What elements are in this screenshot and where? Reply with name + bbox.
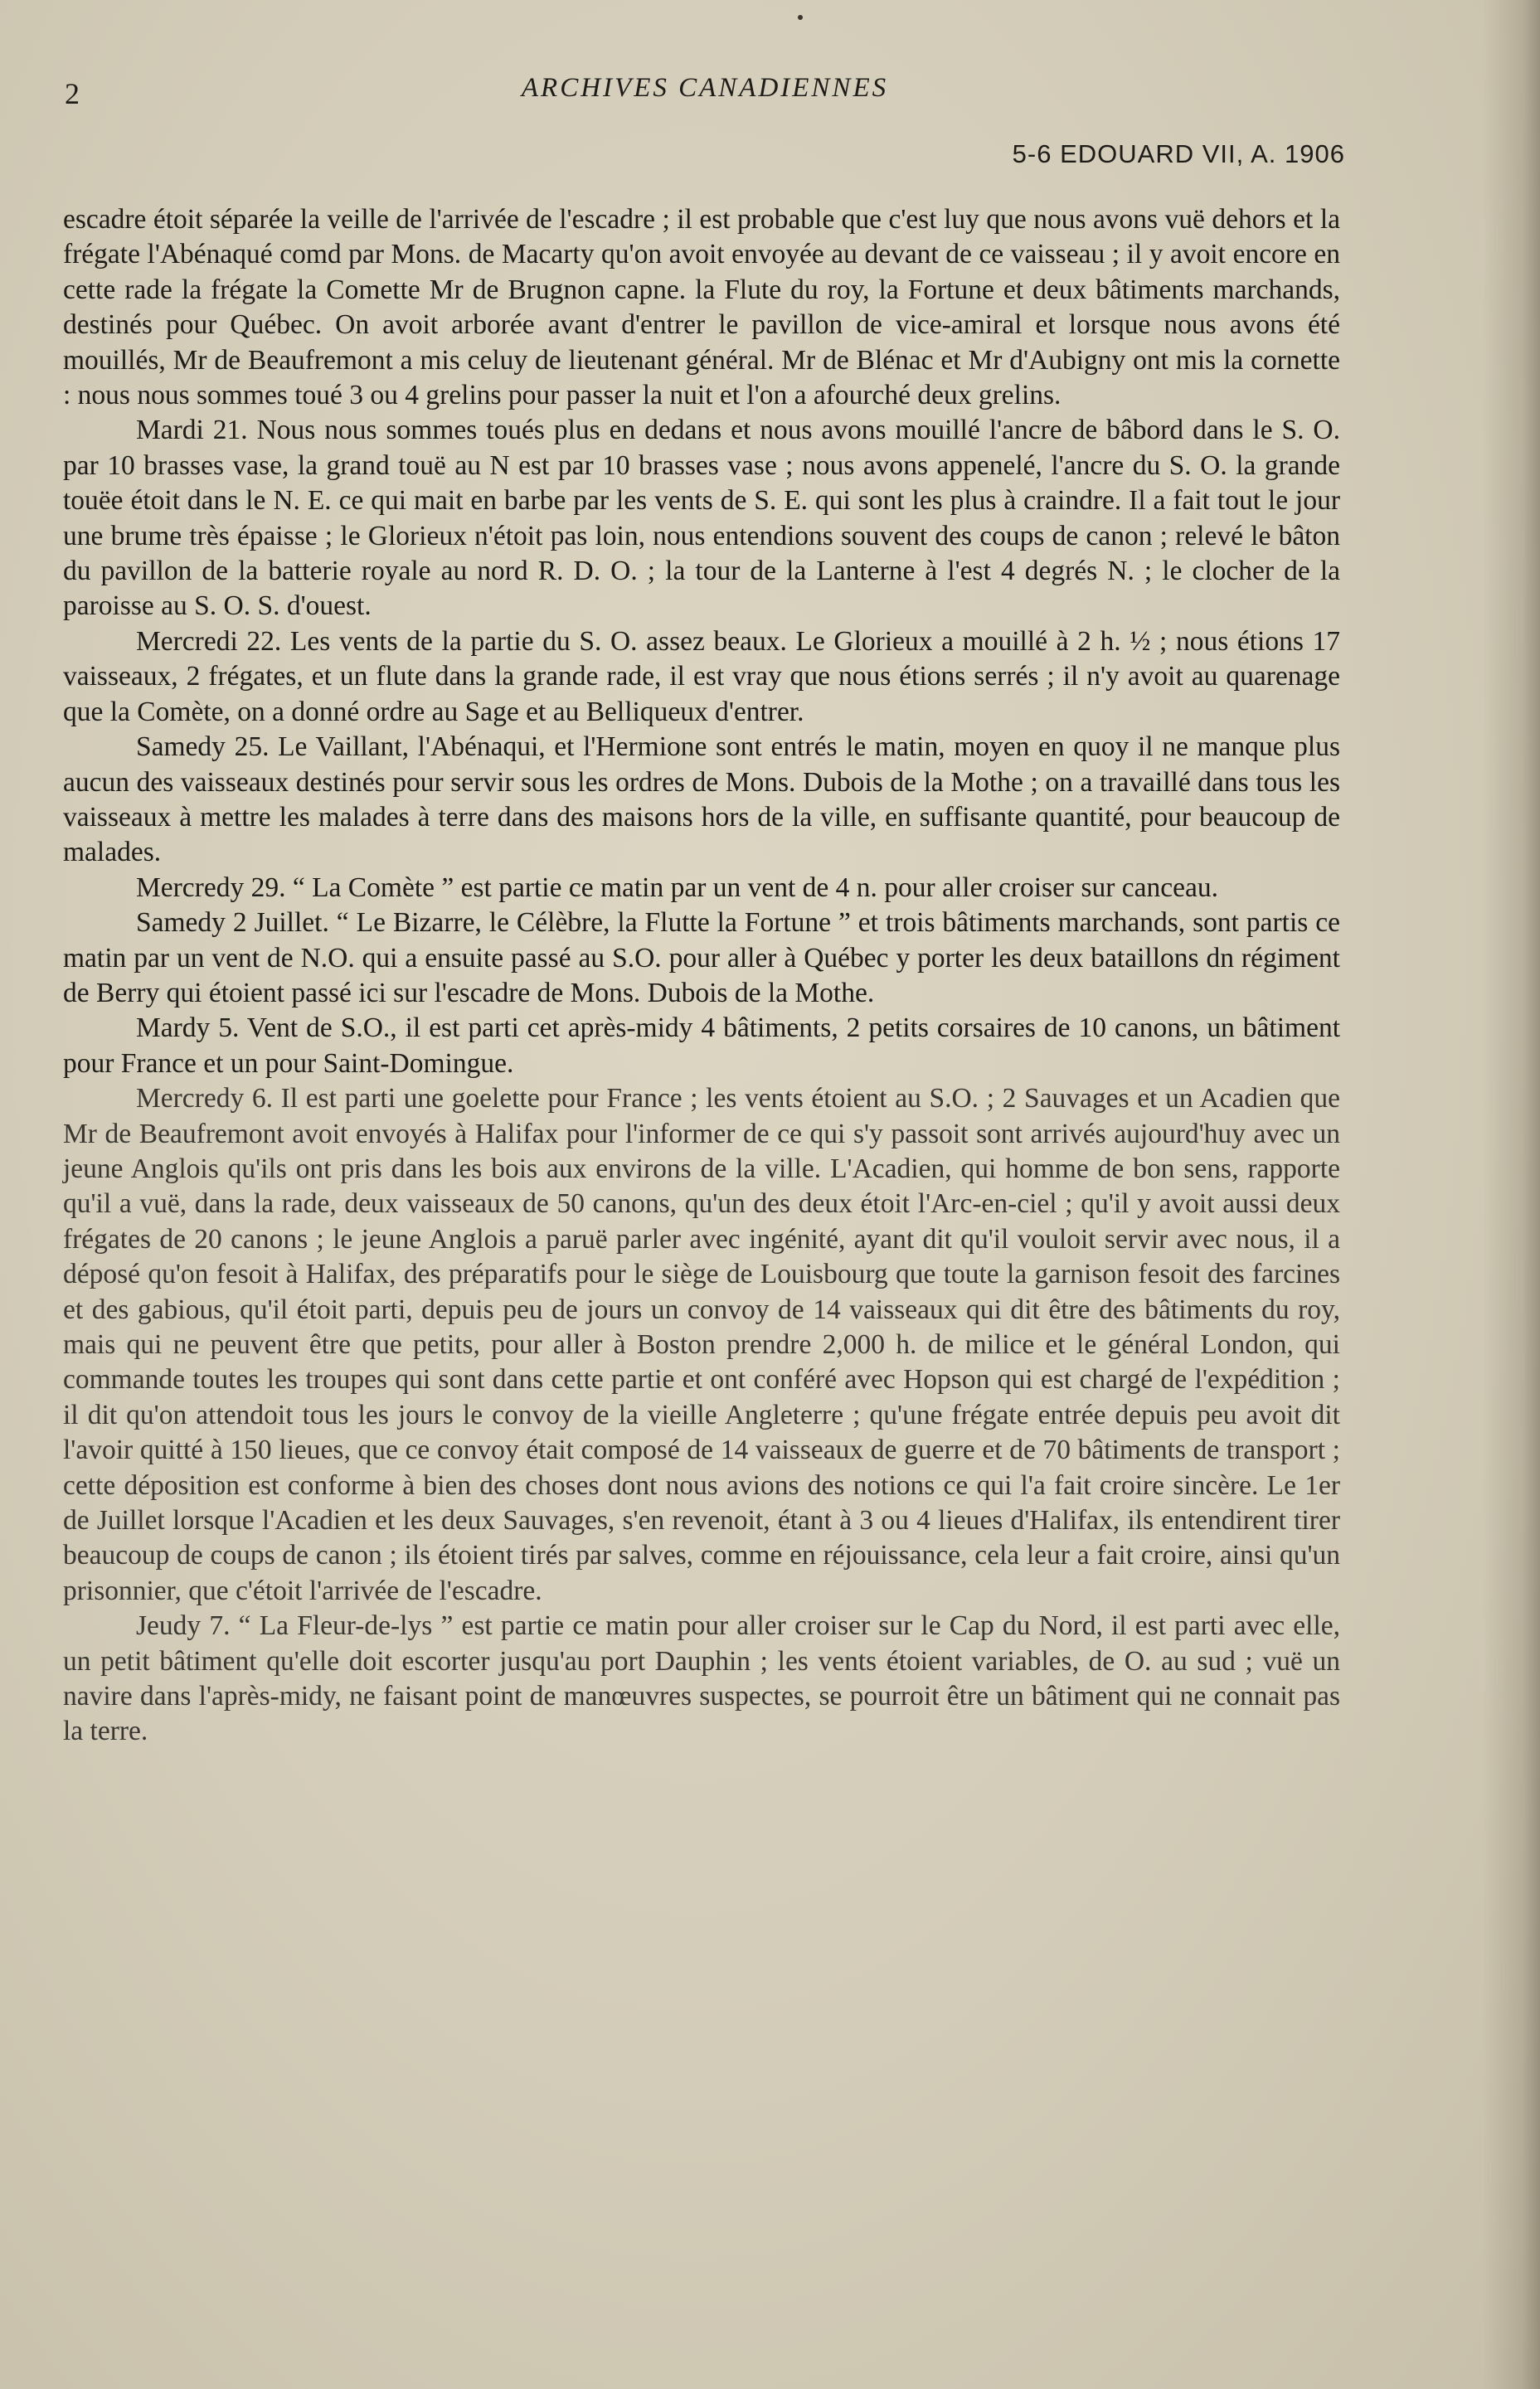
- entry-text: Le Vaillant, l'Abénaqui, et l'Hermione sont entrés le matin, moyen en quoy il ne manque plus aucun des vaisseaux destinés pour servir sous les ordres de Mons. Dubois de la Mothe ; on a travaillé dans tous les vaisseaux à mettre les malades à terre dans des maisons hors de la ville, en suffisante quantité, pour beaucoup de malades.: [63, 731, 1340, 868]
- diary-entry-mardi-21: [63, 413, 1340, 624]
- entry-date: Mercredy 6.: [136, 1083, 273, 1114]
- entry-date: Jeudy 7.: [136, 1610, 231, 1642]
- printing-mark: [798, 15, 803, 20]
- entry-text: “ Le Bizarre, le Célèbre, la Flutte la Fortune ” et trois bâtiments marchands, sont partis ce matin par un vent de N.O. qui a ensuite passé au S.O. pour aller à Québec y porter les deux bataillons dn régiment de Berry qui étoient passé ici sur l'escadre de Mons. Dubois de la Mothe.: [63, 907, 1340, 1008]
- diary-entry-mercredy-29: [63, 871, 1340, 906]
- page-number: 2: [65, 77, 80, 110]
- paragraph-text: escadre étoit séparée la veille de l'arrivée de l'escadre ; il est probable que c'est luy que nous avons vuë dehors et la frégate l'Abénaqué comd par Mons. de Macarty qu'on avoit envoyée au devant de ce vaisseau ; il y avoit encore en cette rade la frégate la Comette Mr de Brugnon capne. la Flute du roy, la Fortune et deux bâtiments marchands, destinés pour Québec. On avoit arborée avant d'entrer le pavillon de vice-amiral et lorsque nous avons été mouillés, Mr de Beaufremont a mis celuy de lieutenant général. Mr de Blénac et Mr d'Aubigny ont mis la cornette : nous nous sommes toué 3 ou 4 grelins pour passer la nuit et l'on a afourché deux grelins.: [63, 204, 1340, 411]
- entry-date: Mercredi 22.: [136, 625, 282, 657]
- session-label: 5-6 EDOUARD VII, A. 1906: [1012, 139, 1345, 168]
- entry-date: Mercredy 29.: [136, 872, 286, 903]
- diary-entry-mercredi-22: [63, 624, 1340, 730]
- diary-entry-mardy-5: [63, 1011, 1340, 1081]
- entry-text: Vent de S.O., il est parti cet après-midy 4 bâtiments, 2 petits corsaires de 10 canons, un bâtiment pour France et un pour Saint-Domingue.: [63, 1012, 1340, 1079]
- entry-date: Samedy 25.: [136, 731, 270, 763]
- entry-text: Nous nous sommes toués plus en dedans et nous avons mouillé l'ancre de bâbord dans le S. O. par 10 brasses vase, la grand touë au N est par 10 brasses vase ; nous avons appenelé, l'ancre du S. O. la grande touëe étoit dans le N. E. ce qui mait en barbe par les vents de S. E. qui sont les plus à craindre. Il a fait tout le jour une brume très épaisse ; le Glorieux n'étoit pas loin, nous entendions souvent des coups de canon ; relevé le bâton du pavillon de la batterie royale au nord R. D. O. ; la tour de la Lanterne à l'est 4 degrés N. ; le clocher de la paroisse au S. O. S. d'ouest.: [63, 415, 1340, 622]
- entry-date: Samedy 2 Juillet.: [136, 907, 329, 939]
- entry-text: “ La Comète ” est partie ce matin par un vent de 4 n. pour aller croiser sur canceau.: [292, 872, 1219, 903]
- diary-entry-mercredy-6: [63, 1081, 1340, 1609]
- entry-text: Il est parti une goelette pour France ; les vents étoient au S.O. ; 2 Sauvages et un Acadien que Mr de Beaufremont avoit envoyés à Halifax pour l'informer de ce qui s'y passoit sont arrivés aujourd'huy avec un jeune Anglois qu'ils ont pris dans les bois aux environs de la ville. L'Acadien, qui homme de bon sens, rapporte qu'il a vuë, dans la rade, deux vaisseaux de 50 canons, qu'un des deux étoit l'Arc-en-ciel ; qu'il y avoit aussi deux frégates de 20 canons ; le jeune Anglois a paruë parler avec ingénité, ayant dit qu'il vouloit servir avec nous, il a déposé qu'on fesoit à Halifax, des préparatifs pour le siège de Louisbourg que toute la garnison fesoit des farcines et des gabious, qu'il étoit parti, depuis peu de jours un convoy de 14 vaisseaux qui dit être des bâtiments du roy, mais qui ne peuvent être que petits, pour aller à Boston prendre 2,000 h. de milice et le général London, qui commande toutes les troupes qui sont dans cette partie et ont conféré avec Hopson qui est chargé de l'expédition ; il dit qu'on attendoit tous les jours le convoy de la vieille Angleterre ; qu'une frégate entrée depuis peu avoit dit l'avoir quitté à 150 lieues, que ce convoy était composé de 14 vaisseaux de guerre et de 70 bâtiments de transport ; cette déposition est conforme à bien des choses dont nous avions des notions ce qui l'a fait croire sincère. Le 1er de Juillet lorsque l'Acadien et les deux Sauvages, s'en revenoit, étant à 3 ou 4 lieues d'Halifax, ils entendirent tirer beaucoup de coups de canon ; ils étoient tirés par salves, comme en réjouissance, cela leur a fait croire, ainsi qu'un prisonnier, que c'étoit l'arrivée de l'escadre.: [63, 1083, 1340, 1606]
- entry-date: Mardy 5.: [136, 1012, 240, 1044]
- body-text: [63, 202, 1340, 1750]
- paragraph: [63, 202, 1340, 413]
- diary-entry-samedy-25: [63, 730, 1340, 871]
- entry-text: “ La Fleur-de-lys ” est partie ce matin pour aller croiser sur le Cap du Nord, il est parti avec elle, un petit bâtiment qu'elle doit escorter jusqu'au port Dauphin ; les vents étoient variables, de O. au sud ; vuë un navire dans l'après-midy, ne faisant point de manœuvres suspectes, se pourroit être un bâtiment qui ne connait pas la terre.: [63, 1610, 1341, 1747]
- running-title: ARCHIVES CANADIENNES: [521, 73, 889, 103]
- diary-entry-jeudy-7: [63, 1609, 1340, 1750]
- page-edge-shadow: [1482, 0, 1540, 2389]
- entry-date: Mardi 21.: [136, 415, 248, 446]
- diary-entry-samedy-2-juillet: [63, 906, 1340, 1011]
- entry-text: Les vents de la partie du S. O. assez beaux. Le Glorieux a mouillé à 2 h. ½ ; nous étions 17 vaisseaux, 2 frégates, et un flute dans la grande rade, il est vray que nous étions serrés ; il n'y avoit au quarenage que la Comète, on a donné ordre au Sage et au Belliqueux d'entrer.: [63, 625, 1341, 727]
